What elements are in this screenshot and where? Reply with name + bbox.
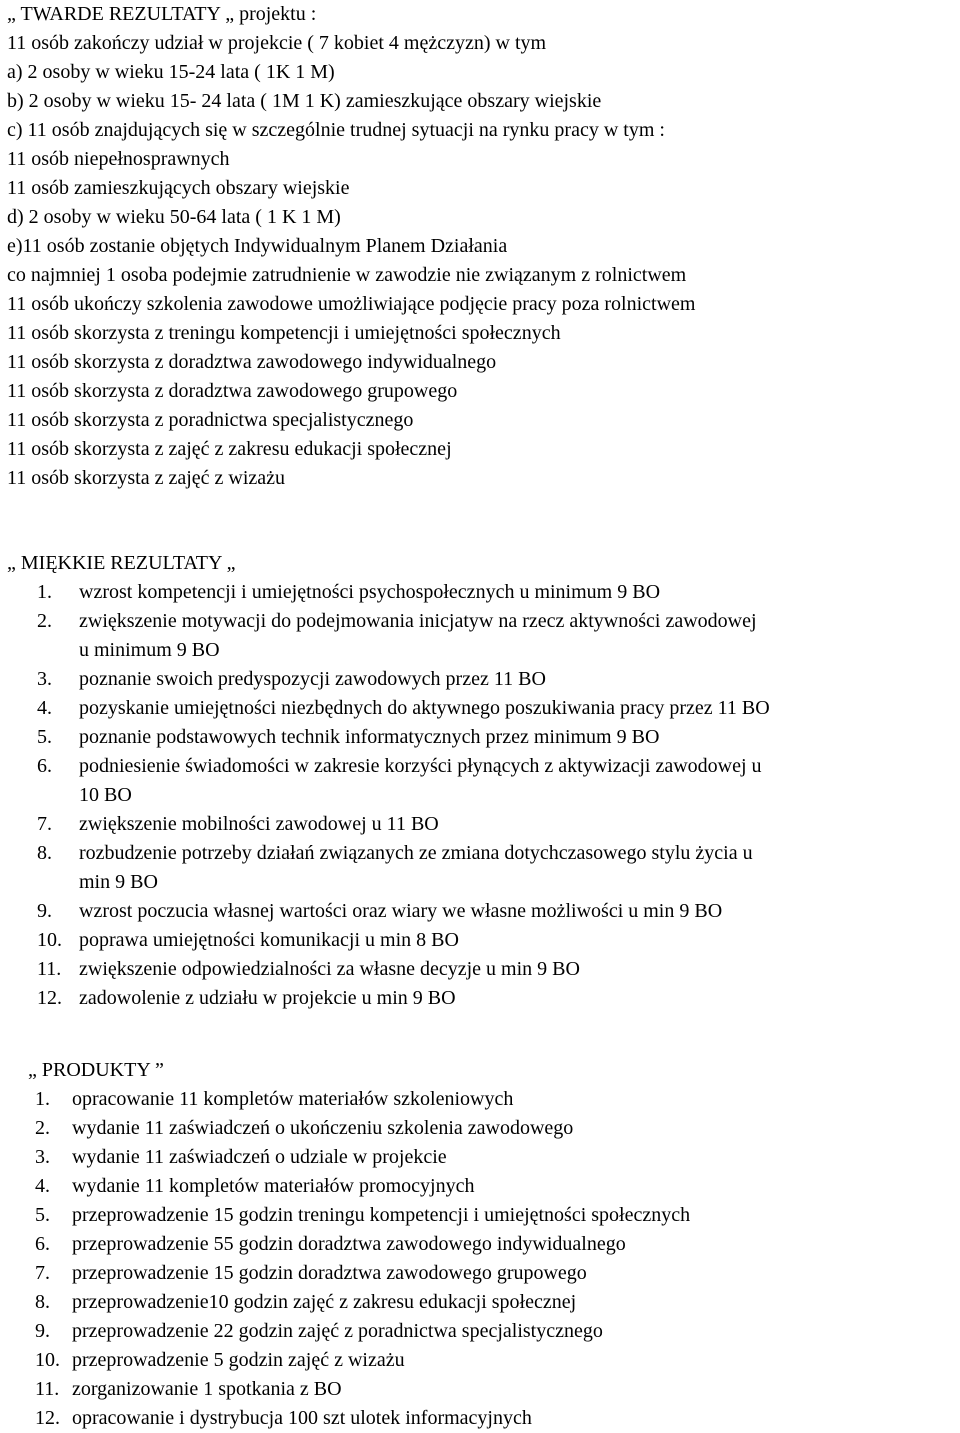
soft-results-list [7,578,957,1013]
list-item [7,897,957,926]
hard-results-line: 11 osób skorzysta z treningu kompetencji i umiejętności społecznych [7,322,561,344]
hard-results-heading: „ TWARDE REZULTATY „ projektu : [7,3,317,25]
item-number: 10. [35,1349,60,1371]
item-number: 1. [37,581,52,603]
list-item [7,984,957,1013]
list-item [7,1143,957,1172]
item-number: 9. [35,1320,50,1342]
item-text: poznanie podstawowych technik informatycznych przez minimum 9 BO [79,726,660,748]
list-item [7,752,957,810]
item-text: zadowolenie z udziału w projekcie u min 9 BO [79,987,456,1009]
products-list [7,1085,957,1433]
hard-results-line: b) 2 osoby w wieku 15- 24 lata ( 1M 1 K) zamieszkujące obszary wiejskie [7,90,602,112]
item-text-continued: u minimum 9 BO [79,639,220,661]
hard-results-line: 11 osób ukończy szkolenia zawodowe umożliwiające podjęcie pracy poza rolnictwem [7,293,696,315]
list-item [7,839,957,897]
list-item [7,1172,957,1201]
item-number: 8. [37,842,52,864]
hard-results-line: e)11 osób zostanie objętych Indywidualnym Planem Działania [7,235,508,257]
item-text: zwiększenie mobilności zawodowej u 11 BO [79,813,439,835]
item-text: wydanie 11 zaświadczeń o udziale w projekcie [72,1146,447,1168]
list-item [7,1317,957,1346]
item-number: 7. [35,1262,50,1284]
hard-results-line: d) 2 osoby w wieku 50-64 lata ( 1 K 1 M) [7,206,341,228]
list-item [7,1230,957,1259]
item-text: wzrost poczucia własnej wartości oraz wiary we własne możliwości u min 9 BO [79,900,723,922]
products-section [7,1056,957,1433]
item-text: przeprowadzenie 5 godzin zajęć z wizażu [72,1349,405,1371]
hard-results-section [7,0,957,493]
soft-results-section [7,549,957,1013]
list-item [7,1346,957,1375]
soft-results-heading: „ MIĘKKIE REZULTATY „ [7,552,236,574]
list-item [7,607,957,665]
item-number: 2. [37,610,52,632]
item-number: 4. [35,1175,50,1197]
item-number: 10. [37,929,62,951]
item-text: przeprowadzenie 15 godzin doradztwa zawodowego grupowego [72,1262,587,1284]
item-number: 3. [35,1146,50,1168]
hard-results-line: 11 osób niepełnosprawnych [7,148,230,170]
hard-results-line: 11 osób skorzysta z doradztwa zawodowego indywidualnego [7,351,497,373]
item-number: 7. [37,813,52,835]
item-text: pozyskanie umiejętności niezbędnych do aktywnego poszukiwania pracy przez 11 BO [79,697,770,719]
list-item [7,1404,957,1433]
item-number: 9. [37,900,52,922]
list-item [7,1288,957,1317]
hard-results-line: 11 osób skorzysta z zajęć z zakresu edukacji społecznej [7,438,452,460]
hard-results-line: c) 11 osób znajdujących się w szczególnie trudnej sytuacji na rynku pracy w tym : [7,119,665,141]
item-text: opracowanie i dystrybucja 100 szt ulotek informacyjnych [72,1407,532,1429]
list-item [7,665,957,694]
item-text: przeprowadzenie10 godzin zajęć z zakresu edukacji społecznej [72,1291,577,1313]
document-page [7,0,957,1433]
hard-results-line: co najmniej 1 osoba podejmie zatrudnienie w zawodzie nie związanym z rolnictwem [7,264,687,286]
list-item [7,926,957,955]
hard-results-line: 11 osób zakończy udział w projekcie ( 7 kobiet 4 mężczyzn) w tym [7,32,547,54]
list-item [7,723,957,752]
item-text-continued: min 9 BO [79,871,158,893]
item-number: 11. [35,1378,60,1400]
list-item [7,1114,957,1143]
item-number: 5. [35,1204,50,1226]
item-number: 8. [35,1291,50,1313]
item-text: wzrost kompetencji i umiejętności psychospołecznych u minimum 9 BO [79,581,661,603]
item-text: przeprowadzenie 55 godzin doradztwa zawodowego indywidualnego [72,1233,626,1255]
item-text: zwiększenie odpowiedzialności za własne decyzje u min 9 BO [79,958,580,980]
item-number: 11. [37,958,62,980]
item-number: 3. [37,668,52,690]
list-item [7,1085,957,1114]
item-text: poznanie swoich predyspozycji zawodowych przez 11 BO [79,668,546,690]
item-number: 1. [35,1088,50,1110]
list-item [7,810,957,839]
item-text: przeprowadzenie 22 godzin zajęć z poradnictwa specjalistycznego [72,1320,603,1342]
item-text: rozbudzenie potrzeby działań związanych ze zmiana dotychczasowego stylu życia u [79,842,753,864]
item-text: poprawa umiejętności komunikacji u min 8 BO [79,929,459,951]
section-spacer [7,1013,957,1056]
item-number: 2. [35,1117,50,1139]
item-text: wydanie 11 kompletów materiałów promocyjnych [72,1175,475,1197]
list-item [7,578,957,607]
item-text-continued: 10 BO [79,784,132,806]
item-number: 6. [37,755,52,777]
hard-results-line: 11 osób skorzysta z poradnictwa specjalistycznego [7,409,414,431]
item-number: 12. [35,1407,60,1429]
list-item [7,1201,957,1230]
item-text: zwiększenie motywacji do podejmowania inicjatyw na rzecz aktywności zawodowej [79,610,757,632]
list-item [7,694,957,723]
item-number: 12. [37,987,62,1009]
hard-results-line: 11 osób zamieszkujących obszary wiejskie [7,177,350,199]
products-heading: „ PRODUKTY ” [28,1059,164,1081]
section-spacer [7,493,957,549]
item-text: wydanie 11 zaświadczeń o ukończeniu szkolenia zawodowego [72,1117,574,1139]
hard-results-line: 11 osób skorzysta z doradztwa zawodowego grupowego [7,380,458,402]
item-text: podniesienie świadomości w zakresie korzyści płynących z aktywizacji zawodowej u [79,755,762,777]
list-item [7,1375,957,1404]
item-number: 5. [37,726,52,748]
item-text: opracowanie 11 kompletów materiałów szkoleniowych [72,1088,514,1110]
list-item [7,955,957,984]
hard-results-line: 11 osób skorzysta z zajęć z wizażu [7,467,286,489]
hard-results-line: a) 2 osoby w wieku 15-24 lata ( 1K 1 M) [7,61,335,83]
item-number: 6. [35,1233,50,1255]
item-text: przeprowadzenie 15 godzin treningu kompetencji i umiejętności społecznych [72,1204,691,1226]
item-number: 4. [37,697,52,719]
item-text: zorganizowanie 1 spotkania z BO [72,1378,342,1400]
list-item [7,1259,957,1288]
